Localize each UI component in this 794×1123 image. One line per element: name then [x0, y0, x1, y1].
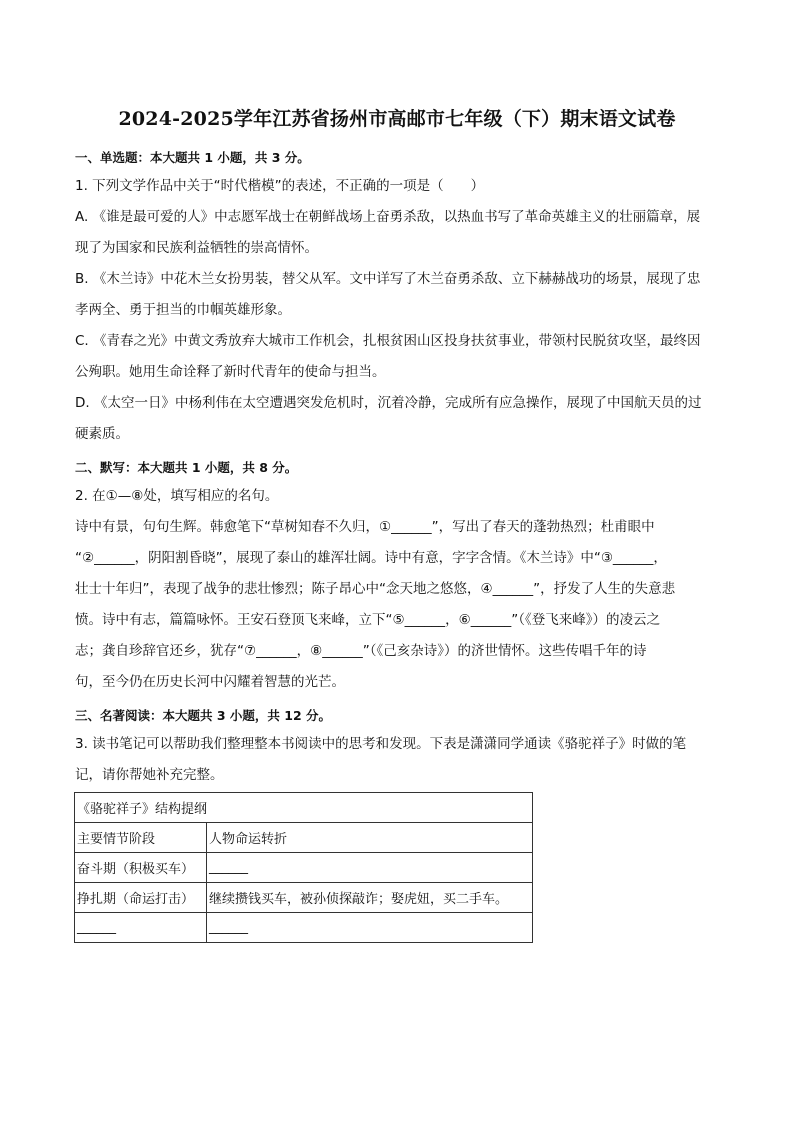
question-2-line: 壮士十年归”，表现了战争的悲壮惨烈；陈子昂心中“念天地之悠悠，④______”，抒发了人生的失意悲 [75, 581, 676, 597]
section-heading-classic-reading: 三、名著阅读：本大题共 3 小题，共 12 分。 [75, 708, 332, 723]
question-2-line: 句，至今仍在历史长河中闪耀着智慧的光芒。 [75, 674, 345, 690]
table-cell: 继续攒钱买车，被孙侦探敲诈；娶虎妞，买二手车。 [207, 883, 533, 913]
answer-blank: ______ [207, 913, 533, 943]
option-d-cont: 硬素质。 [75, 426, 129, 442]
reading-notes-table [74, 792, 533, 943]
question-2-line: 志；龚自珍辞官还乡，犹存“⑦______，⑧______”（《己亥杂诗》）的济世情怀。这些传唱千年的诗 [75, 643, 647, 659]
table-row [75, 913, 533, 943]
answer-blank: ______ [75, 913, 207, 943]
option-a: A. 《谁是最可爱的人》中志愿军战士在朝鲜战场上奋勇杀敌，以热血书写了革命英雄主义的壮丽篇章，展 [75, 209, 701, 225]
question-3-stem-cont: 记，请你帮她补充完整。 [75, 767, 224, 783]
table-header: 《骆驼祥子》结构提纲 [75, 793, 533, 823]
table-header-row [75, 793, 533, 823]
section-heading-single-choice: 一、单选题：本大题共 1 小题，共 3 分。 [75, 150, 310, 165]
option-c: C. 《青春之光》中黄文秀放弃大城市工作机会，扎根贫困山区投身扶贫事业，带领村民脱贫攻坚，最终因 [75, 333, 701, 349]
section-heading-dictation: 二、默写：本大题共 1 小题，共 8 分。 [75, 460, 298, 475]
table-row [75, 823, 533, 853]
option-d: D. 《太空一日》中杨利伟在太空遭遇突发危机时，沉着冷静，完成所有应急操作，展现了中国航天员的过 [75, 395, 702, 411]
question-3 [75, 729, 723, 791]
question-2-line: 愤。诗中有志，篇篇咏怀。王安石登顶飞来峰，立下“⑤______，⑥______”（《登飞来峰》）的凌云之 [75, 612, 660, 628]
option-a-cont: 现了为国家和民族利益牺牲的崇高情怀。 [75, 240, 318, 256]
column-fate-turn: 人物命运转折 [207, 823, 533, 853]
table-row [75, 883, 533, 913]
question-1-stem: 1. 下列文学作品中关于“时代楷模”的表述，不正确的一项是（ ） [75, 178, 485, 194]
option-b-cont: 孝两全、勇于担当的巾帼英雄形象。 [75, 302, 291, 318]
table-cell: 挣扎期（命运打击） [75, 883, 207, 913]
question-3-stem: 3. 读书笔记可以帮助我们整理整本书阅读中的思考和发现。下表是潇潇同学通读《骆驼祥子》时做的笔 [75, 736, 687, 752]
question-2-line: 诗中有景，句句生辉。韩愈笔下“草树知春不久归，①______”，写出了春天的蓬勃热烈；杜甫眼中 [75, 519, 655, 535]
question-1 [75, 171, 723, 450]
table-cell: 奋斗期（积极买车） [75, 853, 207, 883]
column-plot-stage: 主要情节阶段 [75, 823, 207, 853]
page-title: 2024-2025学年江苏省扬州市高邮市七年级（下）期末语文试卷 [118, 108, 676, 130]
question-2 [75, 481, 723, 698]
option-c-cont: 公殉职。她用生命诠释了新时代青年的使命与担当。 [75, 364, 386, 380]
question-2-line: “②______，阴阳割昏晓”，展现了泰山的雄浑壮阔。诗中有意，字字含情。《木兰诗》中“③______， [75, 550, 667, 566]
question-2-stem: 2. 在①—⑧处，填写相应的名句。 [75, 488, 279, 504]
answer-blank: ______ [207, 853, 533, 883]
table-row [75, 853, 533, 883]
option-b: B. 《木兰诗》中花木兰女扮男装，替父从军。文中详写了木兰奋勇杀敌、立下赫赫战功的场景，展现了忠 [75, 271, 701, 287]
